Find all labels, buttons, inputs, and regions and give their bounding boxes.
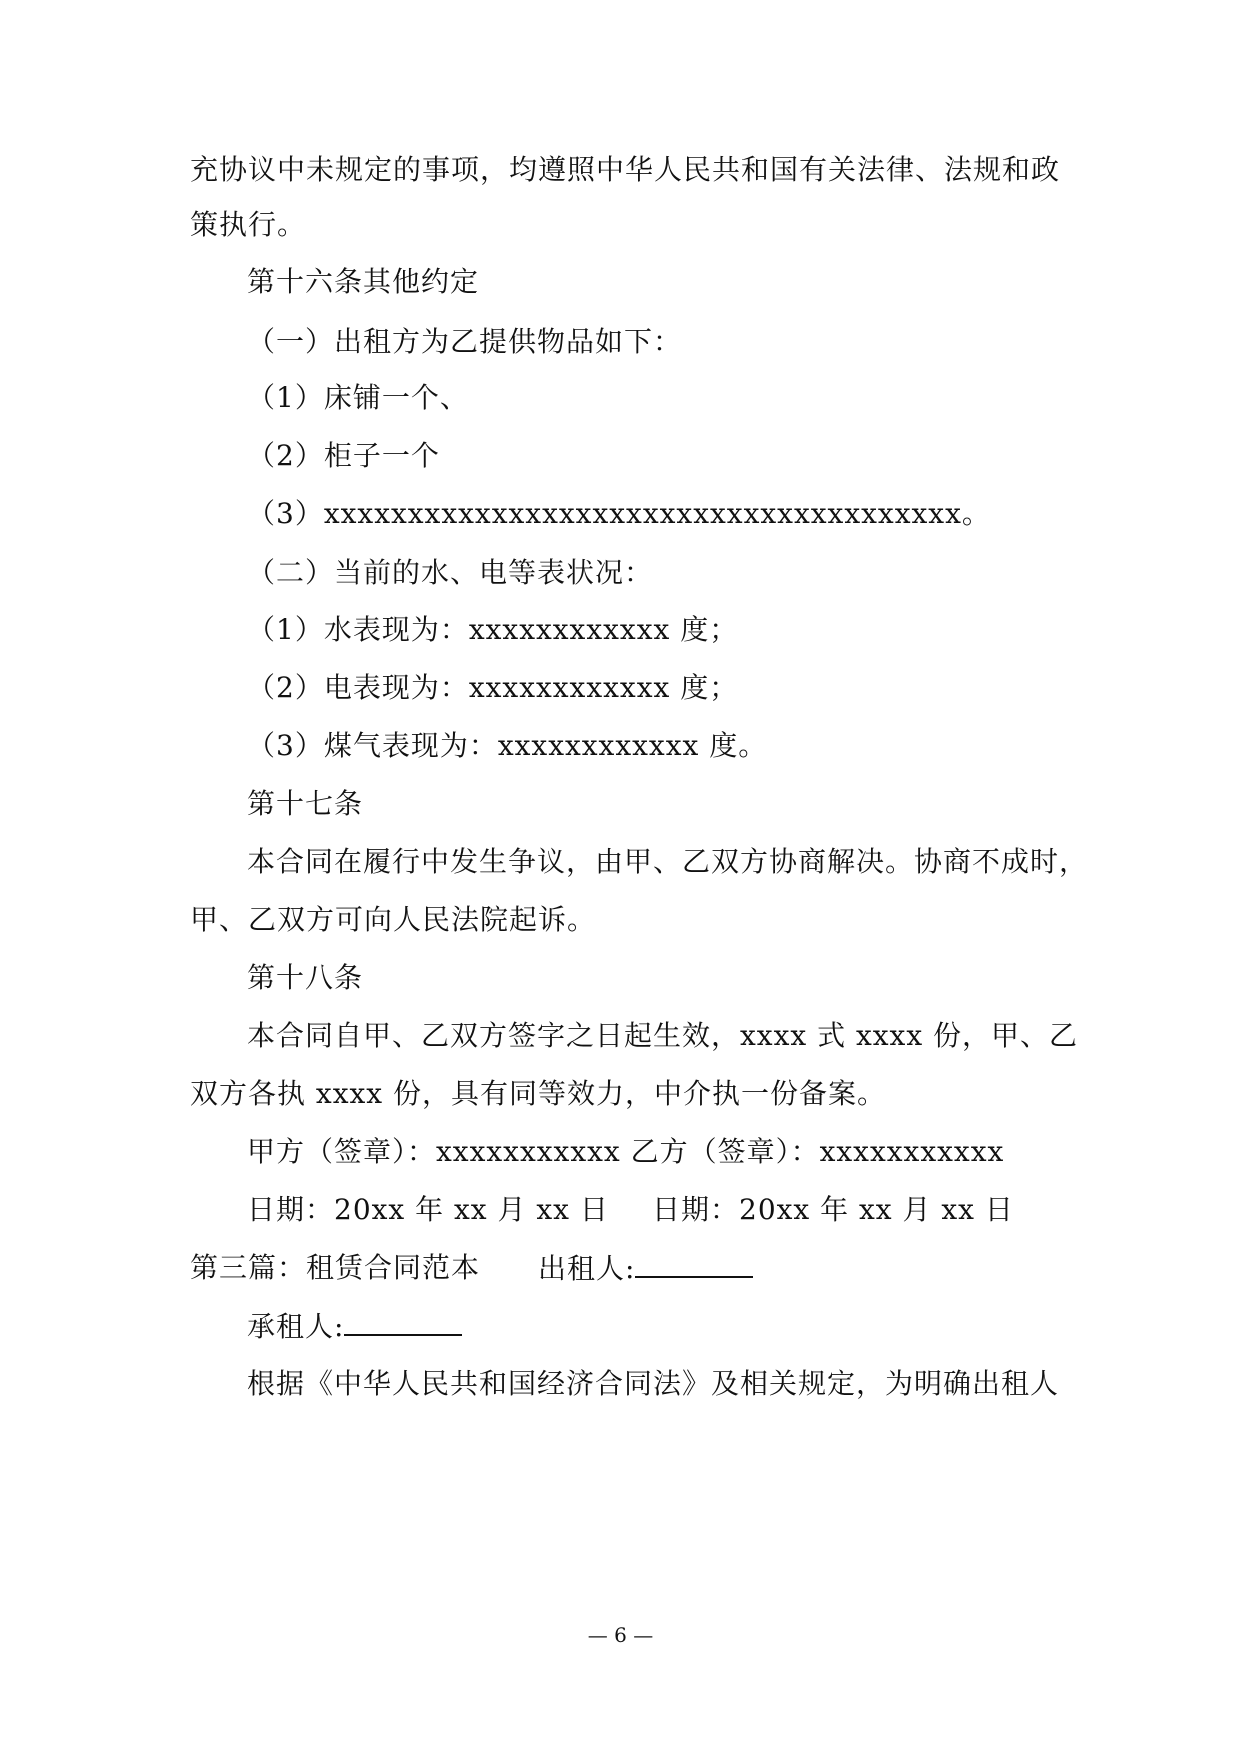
list-item: （1）水表现为：xxxxxxxxxxxx 度； <box>247 613 739 646</box>
list-item: （3）xxxxxxxxxxxxxxxxxxxxxxxxxxxxxxxxxxxxxx。 <box>247 497 991 530</box>
paragraph-line: （一）出租方为乙提供物品如下： <box>247 325 683 358</box>
lessor-label: 出租人: <box>538 1252 636 1285</box>
paragraph-line: 本合同在履行中发生争议，由甲、乙双方协商解决。协商不成时， <box>247 845 1089 878</box>
date-party-a: 日期：20xx 年 xx 月 xx 日 <box>247 1193 609 1226</box>
lessee-label: 承租人: <box>247 1310 345 1343</box>
list-item: （2）柜子一个 <box>247 439 440 472</box>
section-heading: 第十六条其他约定 <box>247 265 480 298</box>
list-item: （2）电表现为：xxxxxxxxxxxx 度； <box>247 671 739 704</box>
section-heading: 第十七条 <box>247 787 364 820</box>
paragraph-line: （二）当前的水、电等表状况： <box>247 556 654 589</box>
lessee-blank <box>344 1306 462 1336</box>
paragraph-line: 充协议中未规定的事项，均遵照中华人民共和国有关法律、法规和政 <box>190 153 1061 186</box>
lessor-field <box>538 1248 753 1289</box>
section-heading: 第十八条 <box>247 961 364 994</box>
signature-line: 甲方（签章）：xxxxxxxxxxx 乙方（签章）：xxxxxxxxxxx <box>247 1135 1005 1168</box>
list-item: （1）床铺一个、 <box>247 381 469 414</box>
paragraph-line: 根据《中华人民共和国经济合同法》及相关规定，为明确出租人 <box>247 1367 1060 1400</box>
paragraph-line: 双方各执 xxxx 份，具有同等效力，中介执一份备案。 <box>190 1077 886 1110</box>
lessee-field <box>247 1306 462 1347</box>
paragraph-line: 本合同自甲、乙双方签字之日起生效，xxxx 式 xxxx 份，甲、乙 <box>247 1019 1079 1052</box>
paragraph-line: 策执行。 <box>190 208 307 241</box>
page-number: — 6 — <box>587 1623 654 1647</box>
chapter-title: 第三篇：租赁合同范本 <box>190 1251 481 1284</box>
lessor-blank <box>635 1248 753 1278</box>
paragraph-line: 甲、乙双方可向人民法院起诉。 <box>190 903 597 936</box>
list-item: （3）煤气表现为：xxxxxxxxxxxx 度。 <box>247 729 768 762</box>
date-party-b: 日期：20xx 年 xx 月 xx 日 <box>652 1193 1014 1226</box>
